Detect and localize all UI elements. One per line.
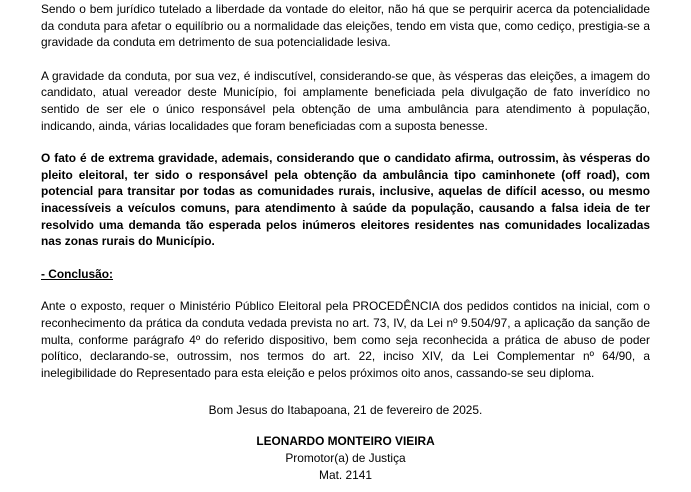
- section-heading-conclusion: - Conclusão:: [41, 266, 114, 281]
- document-body: [41, 0, 650, 381]
- paragraph-legal-good: Sendo o bem jurídico tutelado a liberdade da vontade do eleitor, não há que se perquirir acerca da potencialidade da conduta para afetar o equilíbrio ou a normalidade das eleições, tendo em vista que, como cediço, prestigia-se a gravidade da conduta em detrimento de sua potencialidade lesiva.: [41, 2, 650, 50]
- paragraph-conclusion: Ante o exposto, requer o Ministério Público Eleitoral pela PROCEDÊNCIA dos pedidos contidos na inicial, com o reconhecimento da prática da conduta vedada prevista no art. 73, IV, da Lei nº 9.504/97, a aplicação da sanção de multa, conforme parágrafo 4º do referido dispositivo, bem como seja reconhecida a prática de abuso de poder político, declarando-se, outrossim, nos termos do art. 22, inciso XIV, da Lei Complementar nº 64/90, a inelegibilidade do Representado para esta eleição e pelos próximos oito anos, cassando-se seu diploma.: [41, 299, 650, 380]
- signature-role: Promotor(a) de Justiça: [285, 451, 406, 465]
- paragraph-extreme-gravity: O fato é de extrema gravidade, ademais, considerando que o candidato afirma, outrossim, às vésperas do pleito eleitoral, ter sido o responsável pela obtenção da ambulância tipo caminhonete (off road), com potencial para transitar por todas as comunidades rurais, inclusive, aquelas de difícil acesso, ou mesmo inacessíveis a veículos comuns, para atendimento à saúde da população, causando a falsa ideia de ter resolvido uma demanda tão esperada pelos inúmeros eleitores residentes nas comunidades localizadas nas zonas rurais do Município.: [41, 151, 650, 249]
- signature-name: LEONARDO MONTEIRO VIEIRA: [256, 434, 435, 448]
- signature-place-date: Bom Jesus do Itabapoana, 21 de fevereiro de 2025.: [208, 403, 483, 417]
- signature-registration: Mat. 2141: [319, 468, 372, 482]
- paragraph-gravity: A gravidade da conduta, por sua vez, é indiscutível, considerando-se que, às vésperas das eleições, a imagem do candidato, atual vereador deste Município, foi amplamente beneficiada pela divulgação de fato inverídico no sentido de ser ele o único responsável pela obtenção de uma ambulância para atendimento à população, indicando, ainda, várias localidades que foram beneficiadas com a suposta benesse.: [41, 68, 650, 133]
